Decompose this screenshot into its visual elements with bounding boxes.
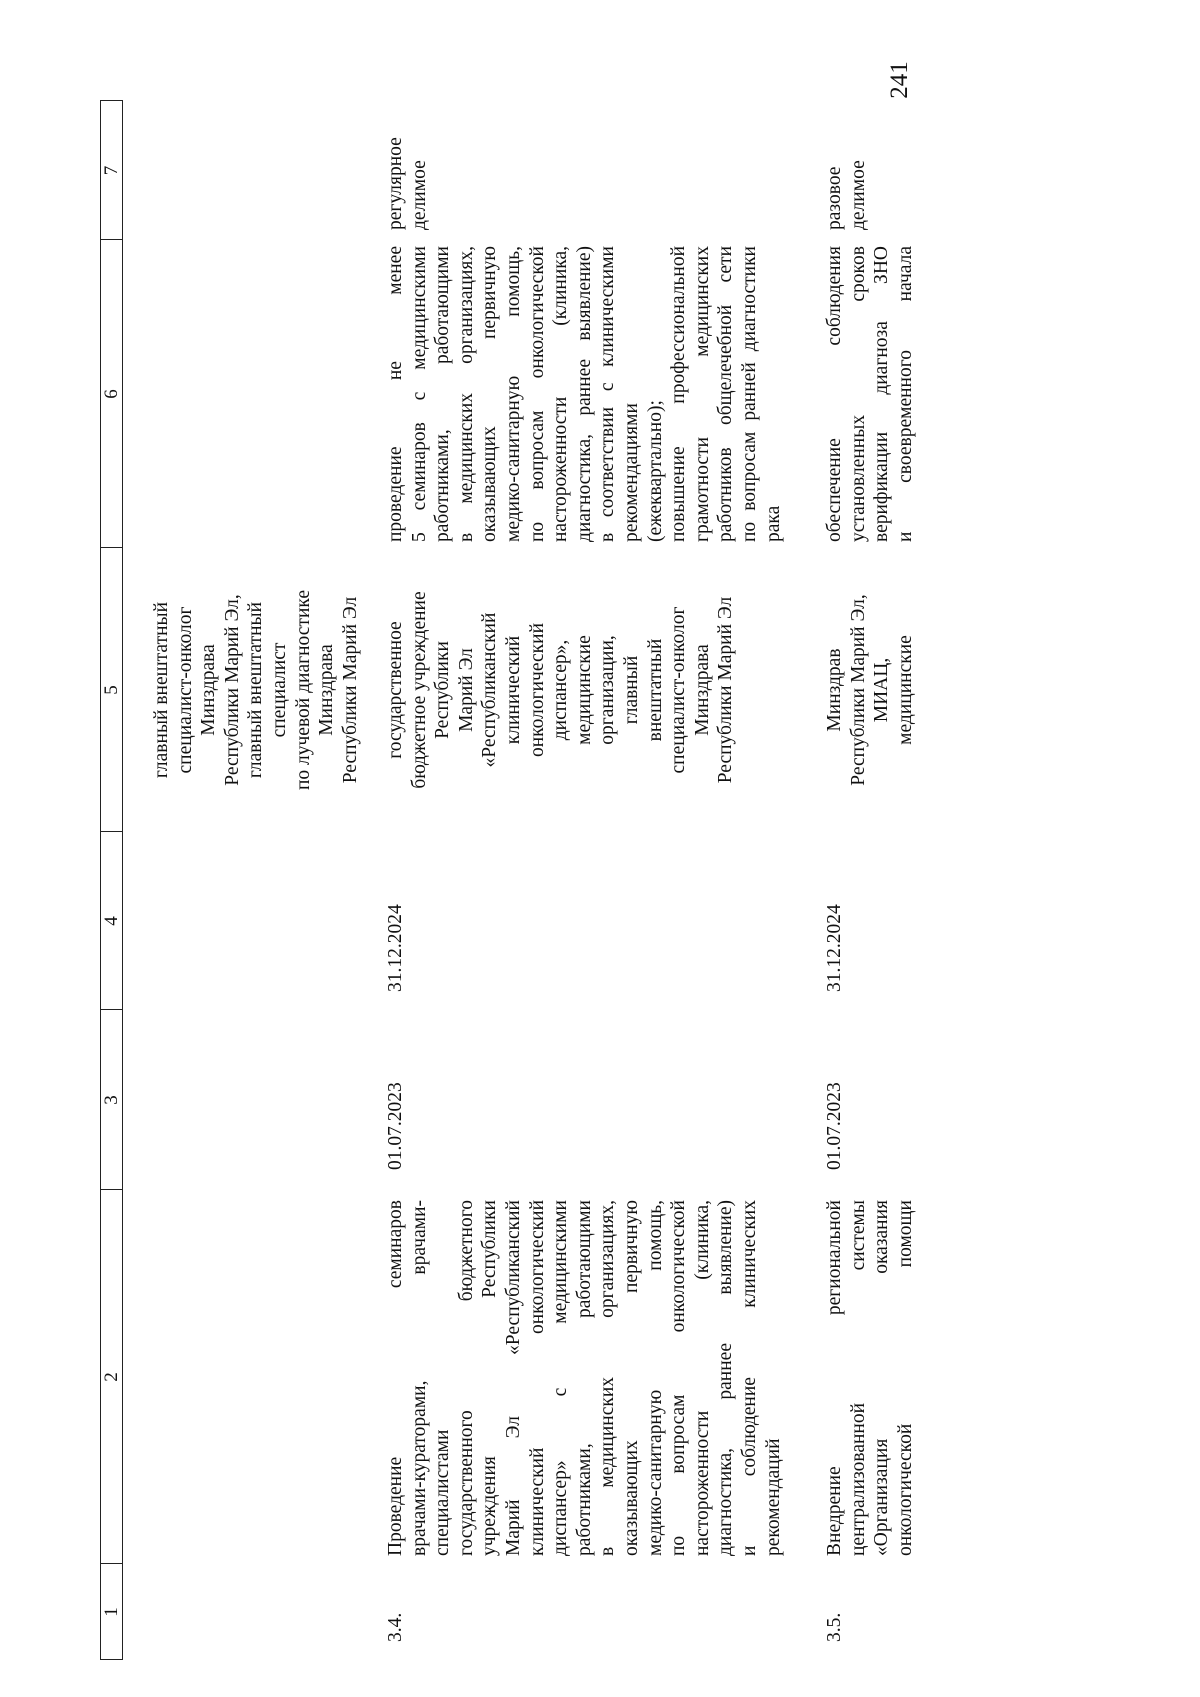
cell-line: специалист-онколог — [174, 606, 196, 774]
header-top-rule — [100, 100, 101, 1660]
cell-line: МИАЦ, — [871, 657, 893, 723]
start-date-cell: 01.07.2023 — [824, 1082, 845, 1170]
cell-line: главный внештатный — [151, 601, 172, 779]
cell-line: разовое — [824, 166, 845, 230]
cell-line: Минздрава — [316, 644, 338, 736]
cell-line: медицинские — [894, 635, 916, 745]
cell-line: верификации диагноза ЗНО — [871, 246, 893, 542]
cell-line: 5 семинаров с медицинскими — [408, 246, 430, 542]
cell-line: работниками, работающими — [573, 1200, 595, 1556]
cell-line: рекомендациями — [620, 403, 642, 542]
cell-line: настороженности (клиника, — [691, 1200, 713, 1556]
cell-line: оказывающих первичную — [620, 1200, 642, 1556]
column-number-7: 7 — [101, 165, 122, 176]
event-type-cell — [384, 105, 431, 230]
cell-line: Республики Марий Эл, — [221, 594, 243, 786]
cell-line: Республики Марий Эл — [339, 596, 361, 784]
cell-line: государственное — [385, 621, 406, 759]
cell-line: по вопросам ранней диагностики — [738, 246, 760, 542]
cell-line: диспансер» с медицинскими — [550, 1200, 572, 1556]
column-number-6: 6 — [101, 389, 122, 399]
cell-line: в соответствии с клиническими — [597, 246, 619, 542]
cell-line: специалист — [268, 642, 290, 738]
column-number-5: 5 — [101, 685, 122, 695]
cell-line: рекомендаций — [762, 1438, 784, 1556]
cell-line: клинический — [502, 635, 524, 745]
cell-line: настороженности (клиника, — [550, 246, 572, 542]
cell-line: делимое — [847, 160, 869, 230]
cell-line: специалист-онколог — [668, 606, 690, 774]
cell-line: и своевременного начала — [894, 246, 916, 542]
cell-line: грамотности медицинских — [691, 246, 713, 542]
cell-line: клинический онкологический — [526, 1200, 548, 1556]
end-date-cell: 31.12.2024 — [824, 904, 845, 992]
cell-line: повышение профессиональной — [668, 246, 690, 542]
cell-line: медико-санитарную помощь, — [644, 1200, 666, 1556]
header-bottom-rule — [122, 100, 123, 1660]
cell-line: специалистами — [432, 1429, 454, 1556]
cell-line: рака — [762, 505, 784, 542]
cell-line: Марий Эл «Республиканский — [502, 1200, 524, 1556]
cell-line: диагностика, раннее выявление) — [573, 246, 595, 542]
cell-line: (ежеквартально); — [644, 400, 666, 542]
cell-line: в медицинских организациях, — [455, 246, 477, 542]
event-type-cell — [823, 105, 870, 230]
cell-line: работниками, работающими — [432, 246, 454, 542]
result-cell — [384, 246, 785, 542]
cell-line: регулярное — [385, 137, 406, 230]
cell-line: врачами-кураторами, врачами- — [408, 1200, 430, 1556]
responsible-cell — [823, 552, 917, 828]
result-cell — [823, 246, 917, 542]
cell-line: главный внештатный — [245, 601, 267, 779]
cell-line: Минздрав — [824, 648, 845, 732]
column-number-2: 2 — [101, 1372, 122, 1382]
cell-line: Республики Марий Эл — [715, 596, 737, 784]
cell-line: медико-санитарную помощь, — [502, 246, 524, 542]
row-number: 3.5. — [824, 1612, 845, 1642]
event-description-cell — [823, 1200, 917, 1556]
cell-line: по вопросам онкологической — [526, 246, 548, 542]
cell-line: обеспечение соблюдения — [824, 246, 845, 542]
cell-line: установленных сроков — [847, 246, 869, 542]
cell-line: онкологический — [526, 622, 548, 758]
cell-line: оказывающих первичную — [479, 246, 501, 542]
page-number: 241 — [886, 61, 913, 99]
cell-line: «Республиканский — [479, 612, 501, 768]
cell-line: и соблюдение клинических — [738, 1200, 760, 1556]
column-number-4: 4 — [101, 916, 122, 926]
cell-line: учреждения Республики — [479, 1200, 501, 1556]
cell-line: бюджетное учреждение — [408, 591, 430, 789]
cell-line: проведение не менее — [385, 246, 406, 542]
cell-line: в медицинских организациях, — [597, 1200, 619, 1556]
cell-line: Минздрава — [198, 644, 220, 736]
cell-line: работников общелечебной сети — [715, 246, 737, 542]
cell-line: главный — [620, 655, 642, 725]
start-date-cell: 01.07.2023 — [385, 1082, 406, 1170]
cell-line: делимое — [408, 160, 430, 230]
row-number: 3.4. — [385, 1612, 406, 1642]
cell-line: Минздрава — [691, 644, 713, 736]
cell-line: централизованной системы — [847, 1200, 869, 1556]
column-number-1: 1 — [101, 1607, 122, 1617]
cell-line: медицинские — [573, 635, 595, 745]
cell-line: внештатный — [644, 638, 666, 742]
cell-line: государственного бюджетного — [455, 1200, 477, 1556]
cell-line: «Организация оказания — [871, 1200, 893, 1556]
end-date-cell: 31.12.2024 — [385, 904, 406, 992]
table-sheet — [100, 100, 1100, 1660]
cell-line: диагностика, раннее выявление) — [715, 1200, 737, 1556]
cell-line: по лучевой диагностике — [292, 589, 314, 791]
cell-line: Республики — [432, 641, 454, 739]
cell-line: онкологической помощи — [894, 1200, 916, 1556]
event-description-cell — [384, 1200, 785, 1556]
cell-line: организации, — [597, 635, 619, 745]
cell-line: Республики Марий Эл, — [847, 594, 869, 786]
cell-line: Внедрение региональной — [824, 1200, 845, 1556]
cell-line: диспансер», — [550, 639, 572, 741]
cell-line: по вопросам онкологической — [668, 1200, 690, 1556]
column-number-3: 3 — [101, 1095, 122, 1105]
continuation-responsible-cell — [150, 558, 362, 822]
cell-line: Проведение семинаров — [385, 1200, 406, 1556]
responsible-cell — [384, 552, 738, 828]
cell-line: Марий Эл — [455, 648, 477, 732]
